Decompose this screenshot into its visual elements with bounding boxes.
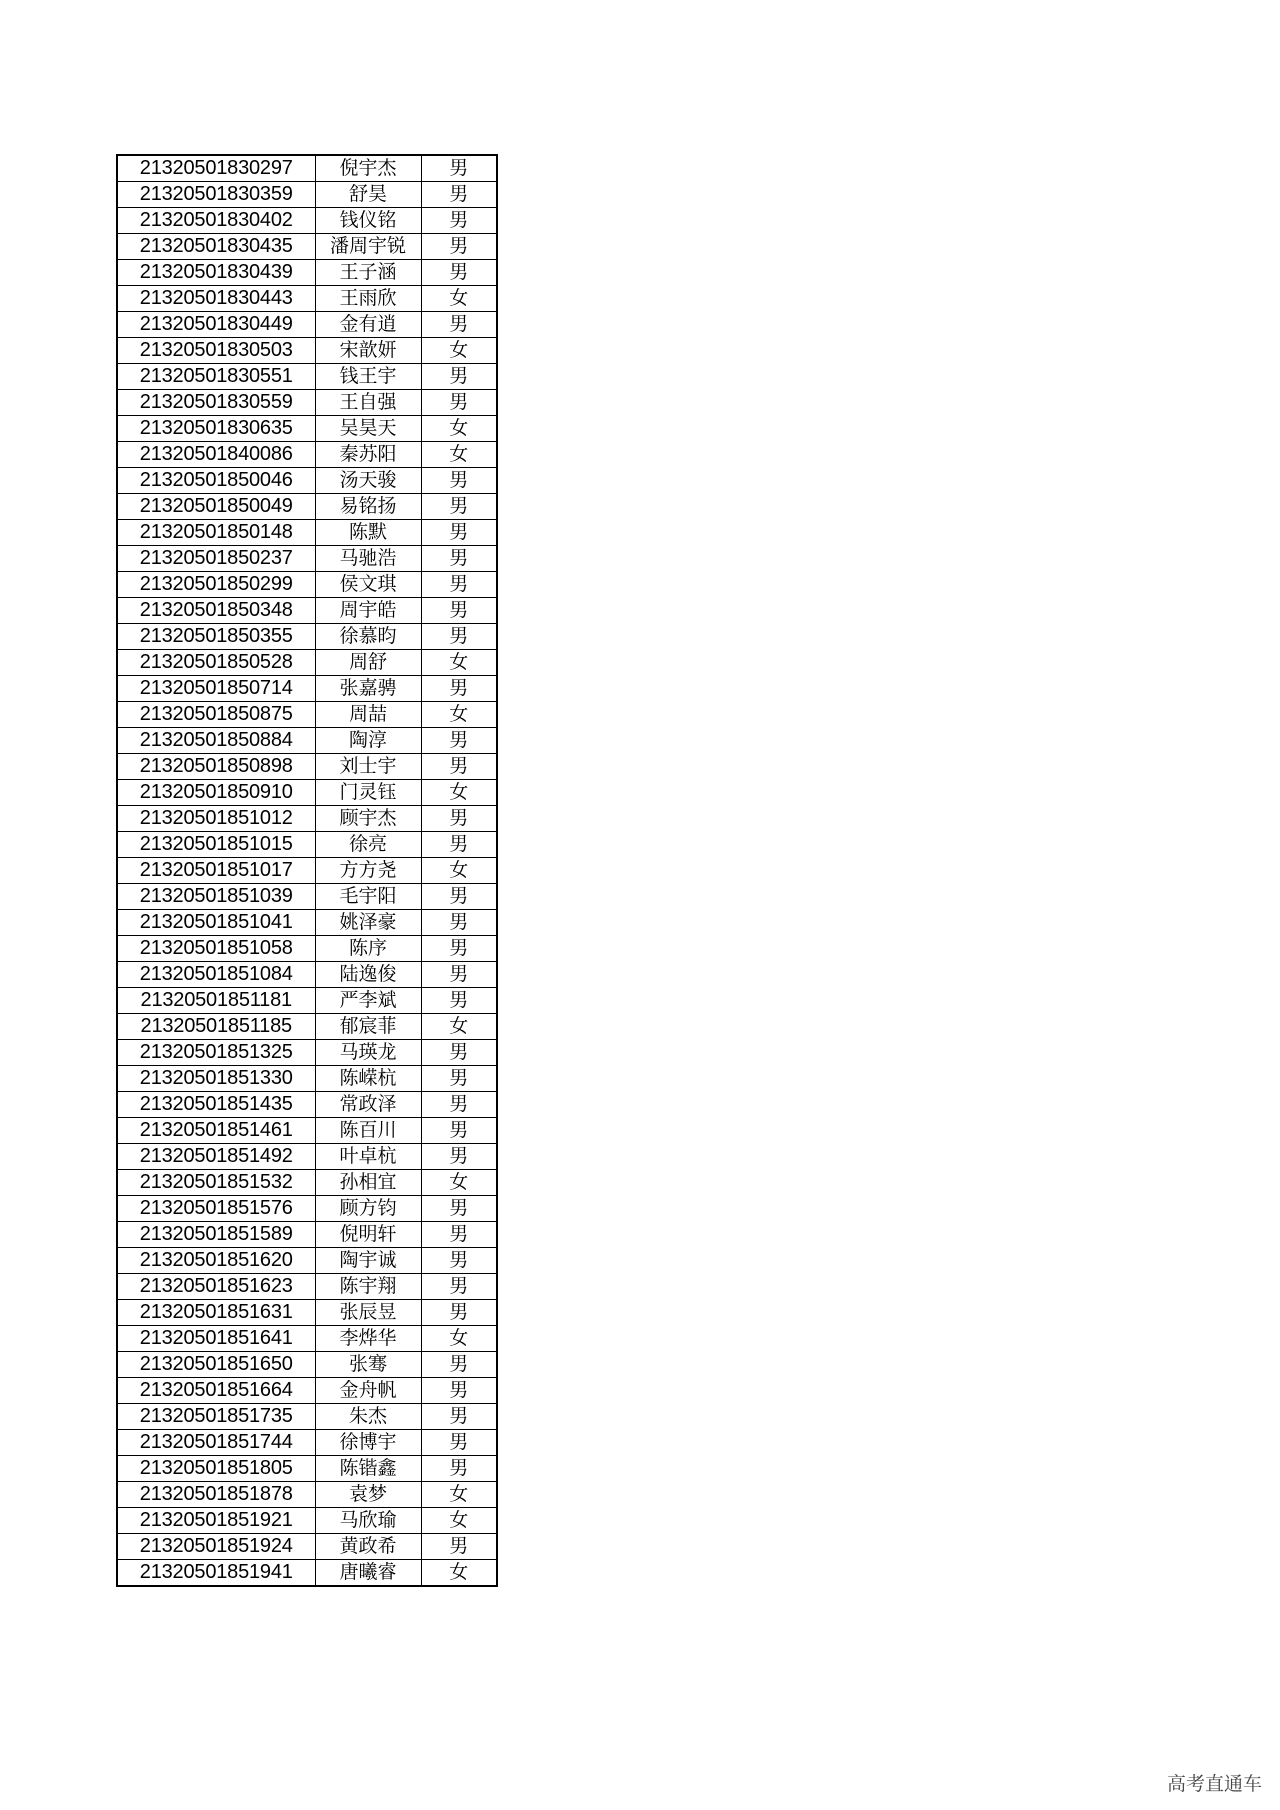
student-sex-cell: 女 xyxy=(421,286,497,312)
table-row xyxy=(117,1196,497,1222)
student-sex-cell: 男 xyxy=(421,676,497,702)
student-sex-cell: 男 xyxy=(421,468,497,494)
student-id-cell: 21320501850348 xyxy=(117,598,315,624)
student-sex-cell: 男 xyxy=(421,1066,497,1092)
student-sex-cell: 男 xyxy=(421,1430,497,1456)
student-name-cell: 叶卓杭 xyxy=(315,1144,421,1170)
table-row xyxy=(117,1300,497,1326)
student-id-cell: 21320501850875 xyxy=(117,702,315,728)
table-row xyxy=(117,1274,497,1300)
table-row xyxy=(117,858,497,884)
student-id-cell: 21320501851744 xyxy=(117,1430,315,1456)
table-row xyxy=(117,572,497,598)
student-id-cell: 21320501851532 xyxy=(117,1170,315,1196)
student-sex-cell: 男 xyxy=(421,1040,497,1066)
student-id-cell: 21320501850049 xyxy=(117,494,315,520)
student-id-cell: 21320501851084 xyxy=(117,962,315,988)
student-name-cell: 陈锴鑫 xyxy=(315,1456,421,1482)
student-sex-cell: 男 xyxy=(421,1196,497,1222)
student-sex-cell: 男 xyxy=(421,910,497,936)
student-name-cell: 陈宇翔 xyxy=(315,1274,421,1300)
table-row xyxy=(117,494,497,520)
table-row xyxy=(117,1404,497,1430)
table-row xyxy=(117,442,497,468)
student-sex-cell: 女 xyxy=(421,442,497,468)
student-name-cell: 徐慕昀 xyxy=(315,624,421,650)
table-row xyxy=(117,1118,497,1144)
student-id-cell: 21320501830402 xyxy=(117,208,315,234)
student-name-cell: 陈默 xyxy=(315,520,421,546)
student-id-cell: 21320501830449 xyxy=(117,312,315,338)
student-sex-cell: 男 xyxy=(421,572,497,598)
student-id-cell: 21320501851325 xyxy=(117,1040,315,1066)
table-row xyxy=(117,624,497,650)
student-id-cell: 21320501851924 xyxy=(117,1534,315,1560)
student-id-cell: 21320501851012 xyxy=(117,806,315,832)
student-sex-cell: 男 xyxy=(421,520,497,546)
student-id-cell: 21320501851058 xyxy=(117,936,315,962)
student-name-cell: 秦苏阳 xyxy=(315,442,421,468)
student-sex-cell: 女 xyxy=(421,1560,497,1587)
student-name-cell: 宋歆妍 xyxy=(315,338,421,364)
student-id-cell: 21320501830635 xyxy=(117,416,315,442)
table-row xyxy=(117,390,497,416)
student-name-cell: 马欣瑜 xyxy=(315,1508,421,1534)
student-name-cell: 钱王宇 xyxy=(315,364,421,390)
table-row xyxy=(117,155,497,182)
table-row xyxy=(117,1508,497,1534)
student-sex-cell: 男 xyxy=(421,494,497,520)
student-id-cell: 21320501851017 xyxy=(117,858,315,884)
student-sex-cell: 女 xyxy=(421,702,497,728)
table-row xyxy=(117,1456,497,1482)
student-sex-cell: 男 xyxy=(421,1534,497,1560)
student-sex-cell: 男 xyxy=(421,806,497,832)
student-id-cell: 21320501851805 xyxy=(117,1456,315,1482)
table-row xyxy=(117,910,497,936)
student-sex-cell: 女 xyxy=(421,1326,497,1352)
student-sex-cell: 男 xyxy=(421,364,497,390)
table-row xyxy=(117,1066,497,1092)
student-name-cell: 张骞 xyxy=(315,1352,421,1378)
table-row xyxy=(117,962,497,988)
student-sex-cell: 男 xyxy=(421,1274,497,1300)
student-name-cell: 李烨华 xyxy=(315,1326,421,1352)
table-row xyxy=(117,468,497,494)
table-row xyxy=(117,1534,497,1560)
table-row xyxy=(117,260,497,286)
student-id-cell: 21320501851181 xyxy=(117,988,315,1014)
student-sex-cell: 男 xyxy=(421,1118,497,1144)
student-sex-cell: 男 xyxy=(421,1248,497,1274)
table-row xyxy=(117,884,497,910)
student-name-cell: 金舟帆 xyxy=(315,1378,421,1404)
table-row xyxy=(117,1222,497,1248)
student-id-cell: 21320501851435 xyxy=(117,1092,315,1118)
student-sex-cell: 女 xyxy=(421,650,497,676)
table-row xyxy=(117,1144,497,1170)
student-name-cell: 门灵钰 xyxy=(315,780,421,806)
student-name-cell: 姚泽豪 xyxy=(315,910,421,936)
table-row xyxy=(117,728,497,754)
student-id-cell: 21320501850884 xyxy=(117,728,315,754)
student-name-cell: 易铭扬 xyxy=(315,494,421,520)
student-sex-cell: 男 xyxy=(421,390,497,416)
student-sex-cell: 女 xyxy=(421,338,497,364)
student-name-cell: 朱杰 xyxy=(315,1404,421,1430)
table-row xyxy=(117,598,497,624)
table-row xyxy=(117,676,497,702)
student-sex-cell: 女 xyxy=(421,1482,497,1508)
student-name-cell: 舒昊 xyxy=(315,182,421,208)
student-name-cell: 潘周宇锐 xyxy=(315,234,421,260)
student-id-cell: 21320501851589 xyxy=(117,1222,315,1248)
table-row xyxy=(117,806,497,832)
student-sex-cell: 男 xyxy=(421,1222,497,1248)
student-sex-cell: 男 xyxy=(421,155,497,182)
table-row xyxy=(117,1326,497,1352)
student-name-cell: 常政泽 xyxy=(315,1092,421,1118)
student-name-cell: 侯文琪 xyxy=(315,572,421,598)
table-row xyxy=(117,936,497,962)
student-sex-cell: 男 xyxy=(421,208,497,234)
student-sex-cell: 男 xyxy=(421,988,497,1014)
student-id-cell: 21320501851185 xyxy=(117,1014,315,1040)
student-name-cell: 黄政希 xyxy=(315,1534,421,1560)
student-id-cell: 21320501830359 xyxy=(117,182,315,208)
roster-body xyxy=(117,155,497,1586)
student-name-cell: 方方尧 xyxy=(315,858,421,884)
student-id-cell: 21320501830297 xyxy=(117,155,315,182)
table-row xyxy=(117,702,497,728)
table-row xyxy=(117,208,497,234)
student-name-cell: 周舒 xyxy=(315,650,421,676)
student-sex-cell: 男 xyxy=(421,962,497,988)
table-row xyxy=(117,416,497,442)
student-id-cell: 21320501850898 xyxy=(117,754,315,780)
student-id-cell: 21320501851330 xyxy=(117,1066,315,1092)
student-id-cell: 21320501851492 xyxy=(117,1144,315,1170)
student-sex-cell: 男 xyxy=(421,312,497,338)
student-name-cell: 陶淳 xyxy=(315,728,421,754)
student-id-cell: 21320501851041 xyxy=(117,910,315,936)
student-id-cell: 21320501851576 xyxy=(117,1196,315,1222)
student-name-cell: 陶宇诚 xyxy=(315,1248,421,1274)
table-row xyxy=(117,1092,497,1118)
table-row xyxy=(117,1040,497,1066)
student-sex-cell: 男 xyxy=(421,260,497,286)
student-sex-cell: 女 xyxy=(421,858,497,884)
student-id-cell: 21320501830439 xyxy=(117,260,315,286)
student-id-cell: 21320501851921 xyxy=(117,1508,315,1534)
student-sex-cell: 男 xyxy=(421,1378,497,1404)
student-sex-cell: 男 xyxy=(421,234,497,260)
table-row xyxy=(117,546,497,572)
student-name-cell: 陆逸俊 xyxy=(315,962,421,988)
table-row xyxy=(117,1170,497,1196)
student-sex-cell: 女 xyxy=(421,1014,497,1040)
student-name-cell: 徐博宇 xyxy=(315,1430,421,1456)
student-id-cell: 21320501851941 xyxy=(117,1560,315,1587)
student-sex-cell: 男 xyxy=(421,1092,497,1118)
student-name-cell: 唐曦睿 xyxy=(315,1560,421,1587)
student-id-cell: 21320501851878 xyxy=(117,1482,315,1508)
student-id-cell: 21320501851641 xyxy=(117,1326,315,1352)
student-name-cell: 郁宸菲 xyxy=(315,1014,421,1040)
student-name-cell: 毛宇阳 xyxy=(315,884,421,910)
student-name-cell: 周宇皓 xyxy=(315,598,421,624)
table-row xyxy=(117,286,497,312)
student-name-cell: 王雨欣 xyxy=(315,286,421,312)
table-row xyxy=(117,650,497,676)
table-row xyxy=(117,312,497,338)
student-name-cell: 周喆 xyxy=(315,702,421,728)
student-sex-cell: 男 xyxy=(421,832,497,858)
student-id-cell: 21320501830443 xyxy=(117,286,315,312)
table-row xyxy=(117,1378,497,1404)
student-sex-cell: 男 xyxy=(421,546,497,572)
student-sex-cell: 男 xyxy=(421,182,497,208)
student-name-cell: 顾方钧 xyxy=(315,1196,421,1222)
table-row xyxy=(117,1248,497,1274)
student-sex-cell: 女 xyxy=(421,416,497,442)
student-id-cell: 21320501851039 xyxy=(117,884,315,910)
student-id-cell: 21320501830551 xyxy=(117,364,315,390)
student-id-cell: 21320501851461 xyxy=(117,1118,315,1144)
student-id-cell: 21320501830435 xyxy=(117,234,315,260)
student-id-cell: 21320501850299 xyxy=(117,572,315,598)
student-name-cell: 金有逍 xyxy=(315,312,421,338)
table-row xyxy=(117,364,497,390)
student-sex-cell: 男 xyxy=(421,1456,497,1482)
student-id-cell: 21320501851735 xyxy=(117,1404,315,1430)
student-id-cell: 21320501840086 xyxy=(117,442,315,468)
student-sex-cell: 男 xyxy=(421,936,497,962)
student-id-cell: 21320501850528 xyxy=(117,650,315,676)
student-name-cell: 张嘉骋 xyxy=(315,676,421,702)
student-name-cell: 陈嵘杭 xyxy=(315,1066,421,1092)
student-name-cell: 马瑛龙 xyxy=(315,1040,421,1066)
student-id-cell: 21320501851650 xyxy=(117,1352,315,1378)
student-id-cell: 21320501850714 xyxy=(117,676,315,702)
student-name-cell: 陈百川 xyxy=(315,1118,421,1144)
student-id-cell: 21320501851015 xyxy=(117,832,315,858)
student-id-cell: 21320501850355 xyxy=(117,624,315,650)
student-sex-cell: 女 xyxy=(421,780,497,806)
student-id-cell: 21320501850148 xyxy=(117,520,315,546)
student-name-cell: 陈序 xyxy=(315,936,421,962)
table-row xyxy=(117,988,497,1014)
student-id-cell: 21320501850237 xyxy=(117,546,315,572)
student-name-cell: 吴昊天 xyxy=(315,416,421,442)
table-row xyxy=(117,182,497,208)
student-sex-cell: 女 xyxy=(421,1508,497,1534)
student-sex-cell: 男 xyxy=(421,624,497,650)
student-id-cell: 21320501850910 xyxy=(117,780,315,806)
student-id-cell: 21320501851664 xyxy=(117,1378,315,1404)
table-row xyxy=(117,520,497,546)
student-sex-cell: 男 xyxy=(421,1404,497,1430)
footer-watermark: 高考直通车 xyxy=(1166,1773,1262,1795)
student-name-cell: 王自强 xyxy=(315,390,421,416)
student-sex-cell: 男 xyxy=(421,884,497,910)
student-sex-cell: 男 xyxy=(421,1352,497,1378)
student-roster-table xyxy=(116,154,498,1587)
student-name-cell: 孙相宜 xyxy=(315,1170,421,1196)
student-id-cell: 21320501851631 xyxy=(117,1300,315,1326)
student-name-cell: 倪明轩 xyxy=(315,1222,421,1248)
student-name-cell: 钱仪铭 xyxy=(315,208,421,234)
student-id-cell: 21320501851623 xyxy=(117,1274,315,1300)
student-name-cell: 倪宇杰 xyxy=(315,155,421,182)
student-name-cell: 汤天骏 xyxy=(315,468,421,494)
student-name-cell: 张辰昱 xyxy=(315,1300,421,1326)
student-name-cell: 马驰浩 xyxy=(315,546,421,572)
student-name-cell: 刘士宇 xyxy=(315,754,421,780)
table-row xyxy=(117,832,497,858)
table-row xyxy=(117,234,497,260)
table-row xyxy=(117,338,497,364)
student-id-cell: 21320501850046 xyxy=(117,468,315,494)
student-name-cell: 袁梦 xyxy=(315,1482,421,1508)
student-id-cell: 21320501830559 xyxy=(117,390,315,416)
table-row xyxy=(117,1430,497,1456)
student-name-cell: 徐亮 xyxy=(315,832,421,858)
student-name-cell: 王子涵 xyxy=(315,260,421,286)
student-name-cell: 顾宇杰 xyxy=(315,806,421,832)
student-name-cell: 严李斌 xyxy=(315,988,421,1014)
student-id-cell: 21320501830503 xyxy=(117,338,315,364)
student-sex-cell: 男 xyxy=(421,1144,497,1170)
student-sex-cell: 男 xyxy=(421,598,497,624)
table-row xyxy=(117,1352,497,1378)
student-sex-cell: 男 xyxy=(421,754,497,780)
student-id-cell: 21320501851620 xyxy=(117,1248,315,1274)
student-sex-cell: 男 xyxy=(421,1300,497,1326)
student-sex-cell: 女 xyxy=(421,1170,497,1196)
table-row xyxy=(117,1014,497,1040)
student-sex-cell: 男 xyxy=(421,728,497,754)
table-row xyxy=(117,754,497,780)
table-row xyxy=(117,1482,497,1508)
table-row xyxy=(117,780,497,806)
table-row xyxy=(117,1560,497,1587)
